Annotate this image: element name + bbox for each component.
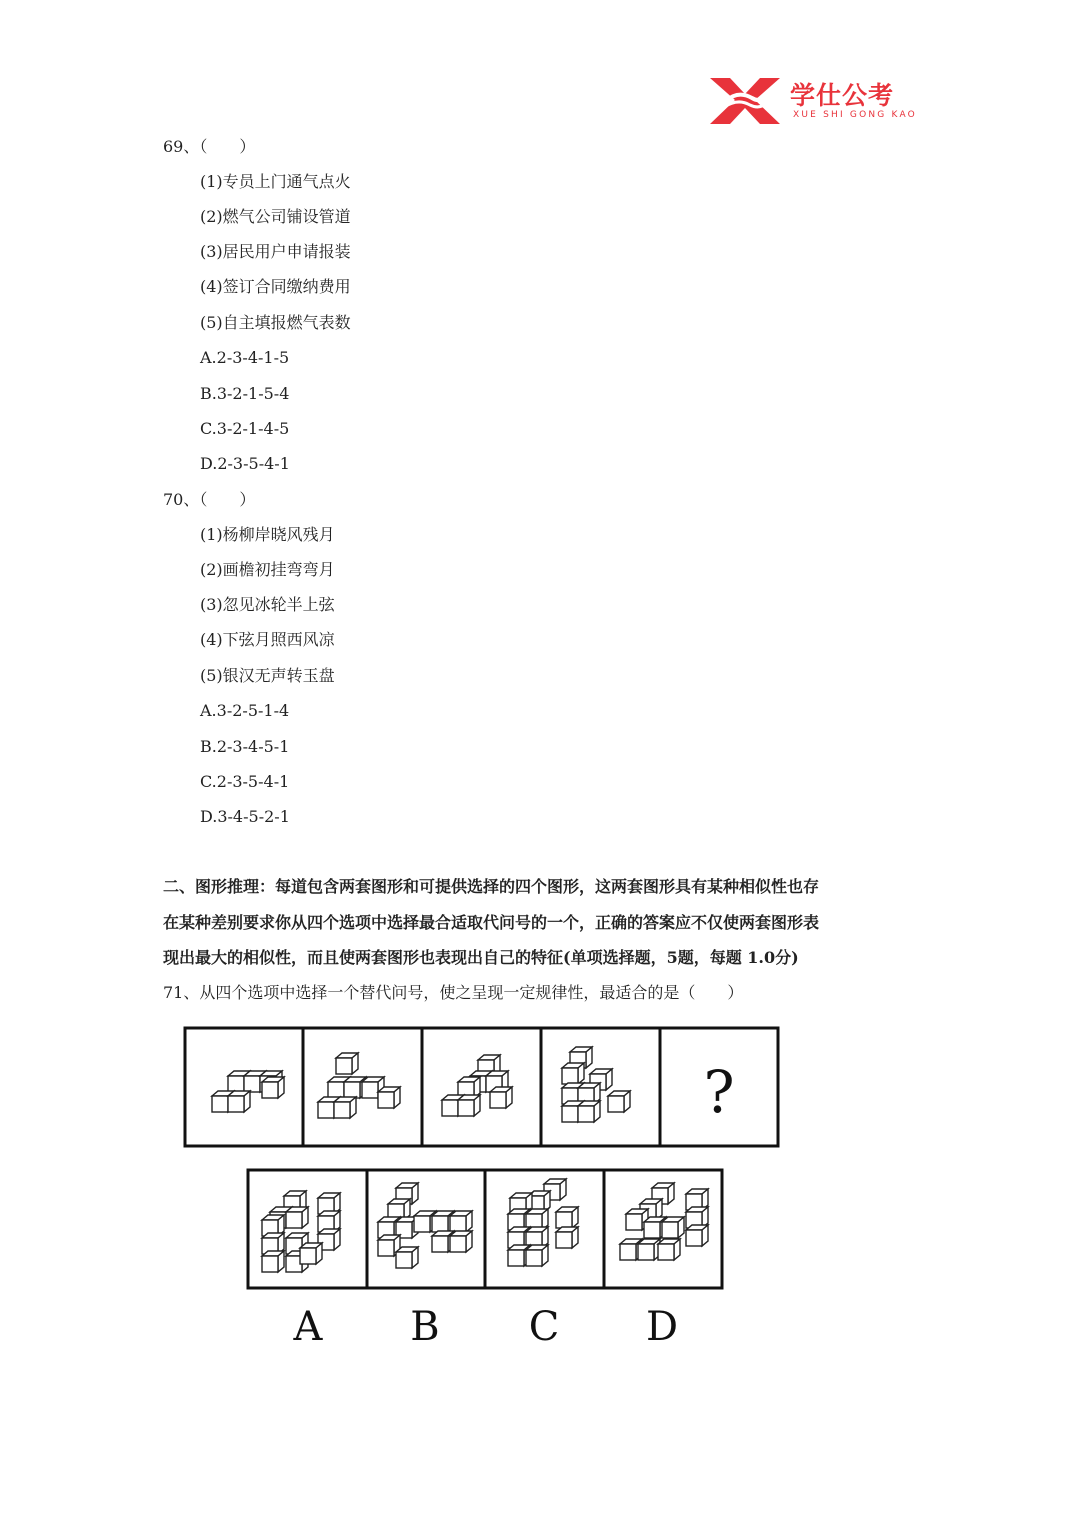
option-c-figure[interactable] bbox=[508, 1179, 578, 1266]
options-row bbox=[248, 1170, 722, 1288]
q70-option-b[interactable]: B.2-3-4-5-1 bbox=[200, 737, 290, 756]
q69-option-c[interactable]: C.3-2-1-4-5 bbox=[200, 419, 290, 438]
q70-stem: 70、（ ） bbox=[163, 490, 256, 509]
q70-option-a[interactable]: A.3-2-5-1-4 bbox=[200, 701, 290, 720]
section-heading-line: 在某种差别要求你从四个选项中选择最合适取代问号的一个，正确的答案应不仅使两套图形表 bbox=[163, 913, 820, 932]
sequence-row bbox=[185, 1028, 778, 1146]
option-label-c[interactable]: C bbox=[528, 1304, 560, 1350]
logo-name-en: XUE SHI GONG KAO bbox=[793, 110, 917, 120]
sequence-figure-1 bbox=[212, 1071, 284, 1112]
option-d-figure[interactable] bbox=[620, 1183, 708, 1260]
q70-item: (1)杨柳岸晓风残月 bbox=[200, 525, 335, 544]
q69-option-a[interactable]: A.2-3-4-1-5 bbox=[200, 348, 290, 367]
option-a-figure[interactable] bbox=[262, 1191, 340, 1272]
q70-item: (2)画檐初挂弯弯月 bbox=[200, 560, 335, 579]
q71-stem: 71、从四个选项中选择一个替代问号，使之呈现一定规律性，最适合的是（ ） bbox=[163, 983, 744, 1002]
q70-option-d[interactable]: D.3-4-5-2-1 bbox=[200, 807, 290, 826]
sequence-figure-3 bbox=[442, 1055, 512, 1116]
option-label-d[interactable]: D bbox=[645, 1304, 679, 1350]
q69-item: (2)燃气公司铺设管道 bbox=[200, 207, 351, 226]
q70-item: (3)忽见冰轮半上弦 bbox=[200, 595, 335, 614]
option-label-a[interactable]: A bbox=[293, 1304, 323, 1350]
logo-name-cn: 学仕公考 bbox=[790, 81, 895, 110]
q69-option-b[interactable]: B.3-2-1-5-4 bbox=[200, 384, 290, 403]
q69-item: (4)签订合同缴纳费用 bbox=[200, 277, 351, 296]
section-heading-line: 二、图形推理：每道包含两套图形和可提供选择的四个图形，这两套图形具有某种相似性也存 bbox=[163, 877, 820, 896]
q69-item: (3)居民用户申请报装 bbox=[200, 242, 351, 261]
sequence-figure-2 bbox=[318, 1053, 400, 1118]
q69-item: (1)专员上门通气点火 bbox=[200, 172, 351, 191]
sequence-figure-4 bbox=[562, 1047, 630, 1122]
q69-stem: 69、（ ） bbox=[163, 137, 256, 156]
q69-item: (5)自主填报燃气表数 bbox=[200, 313, 351, 332]
option-label-b[interactable]: B bbox=[410, 1304, 440, 1350]
option-b-figure[interactable] bbox=[378, 1183, 472, 1268]
q70-option-c[interactable]: C.2-3-5-4-1 bbox=[200, 772, 290, 791]
section-heading-line: 现出最大的相似性，而且使两套图形也表现出自己的特征(单项选择题，5题，每题 1.0分) bbox=[163, 948, 799, 967]
q70-item: (4)下弦月照西风凉 bbox=[200, 630, 335, 649]
q69-option-d[interactable]: D.2-3-5-4-1 bbox=[200, 454, 290, 473]
q70-item: (5)银汉无声转玉盘 bbox=[200, 666, 335, 685]
question-mark: ? bbox=[703, 1058, 735, 1126]
